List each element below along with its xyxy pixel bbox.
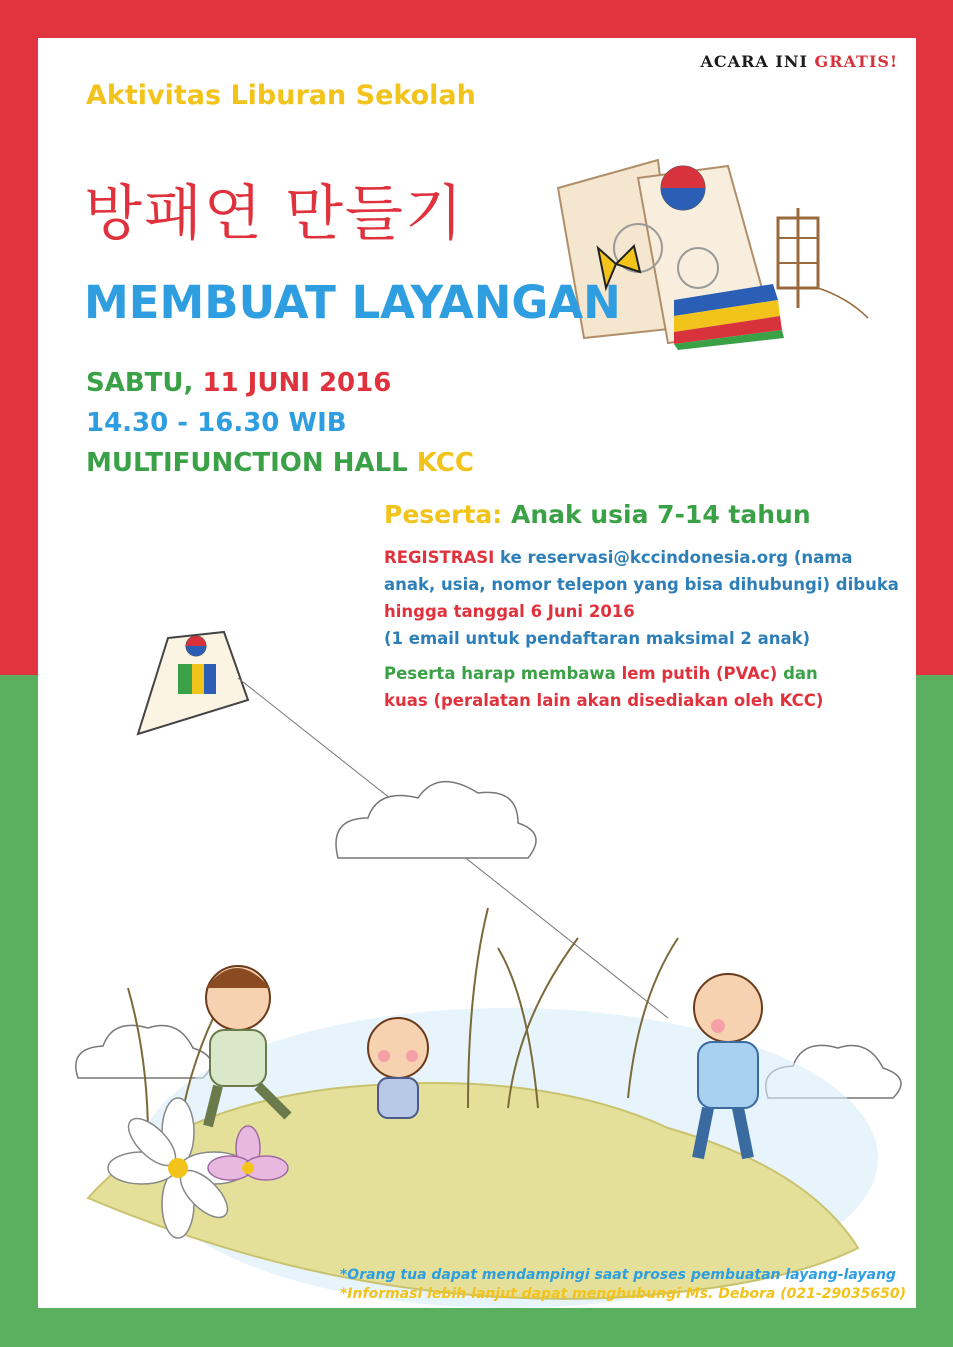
bring-item-brush: kuas bbox=[384, 691, 428, 710]
korean-title: 방패연 만들기 bbox=[84, 179, 465, 249]
venue-highlight: KCC bbox=[416, 448, 474, 478]
bring-note: (peralatan lain akan disediakan oleh KCC) bbox=[433, 691, 824, 710]
bring-items-info bbox=[384, 660, 904, 714]
child-middle bbox=[368, 1018, 428, 1118]
participants-line bbox=[384, 500, 811, 529]
venue-name: MULTIFUNCTION HALL bbox=[86, 448, 408, 478]
footnotes bbox=[340, 1266, 906, 1304]
poster-sheet bbox=[38, 38, 916, 1308]
badge-prefix: ACARA INI bbox=[700, 52, 808, 71]
registration-connector: ke bbox=[500, 548, 522, 567]
footnote-parents: *Orang tua dapat mendampingi saat proses pembuatan layang-layang bbox=[339, 1267, 896, 1283]
event-date bbox=[86, 368, 391, 398]
bring-intro: Peserta harap membawa bbox=[384, 664, 616, 683]
event-time: 14.30 - 16.30 WIB bbox=[86, 408, 347, 438]
event-subtitle: Aktivitas Liburan Sekolah bbox=[86, 80, 476, 111]
badge-free-highlight: GRATIS! bbox=[814, 52, 898, 71]
main-title: MEMBUAT LAYANGAN bbox=[84, 276, 621, 329]
registration-info bbox=[384, 544, 904, 652]
participants-value: Anak usia 7-14 tahun bbox=[510, 500, 811, 529]
registration-deadline: hingga tanggal 6 Juni 2016 bbox=[384, 602, 635, 621]
registration-details: (nama anak, usia, nomor telepon yang bisa dihubungi) dibuka bbox=[384, 548, 899, 594]
participants-label: Peserta: bbox=[384, 500, 503, 529]
event-day: SABTU, bbox=[86, 368, 194, 398]
free-event-badge bbox=[701, 52, 898, 71]
bring-item-glue: lem putih (PVAc) bbox=[621, 664, 778, 683]
event-date-value: 11 JUNI 2016 bbox=[202, 368, 392, 398]
registration-label: REGISTRASI bbox=[384, 548, 495, 567]
bring-connector: dan bbox=[783, 664, 818, 683]
registration-email: reservasi@kccindonesia.org bbox=[527, 548, 789, 567]
event-venue bbox=[86, 448, 474, 478]
footnote-contact: *Informasi lebih lanjut dapat menghubungi Ms. Debora (021-29035650) bbox=[339, 1286, 906, 1302]
registration-limit: (1 email untuk pendaftaran maksimal 2 anak) bbox=[384, 629, 811, 648]
